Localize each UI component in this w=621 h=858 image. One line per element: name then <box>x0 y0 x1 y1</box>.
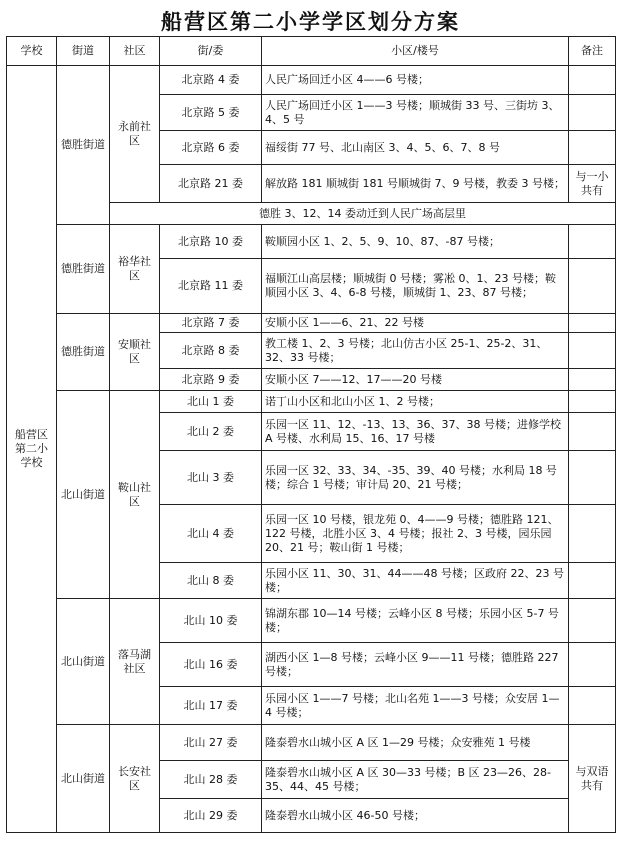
document-title: 船营区第二小学学区划分方案 <box>161 9 460 34</box>
committee-cell: 北京路 21 委 <box>160 165 262 203</box>
community-cell: 永前社区 <box>110 66 160 203</box>
table-row <box>7 314 616 333</box>
note-cell <box>569 225 616 259</box>
area-cell: 诺丁山小区和北山小区 1、2 号楼； <box>262 391 569 413</box>
community-cell: 长安社区 <box>110 725 160 833</box>
street-cell: 北山街道 <box>57 391 110 599</box>
committee-cell: 北京路 9 委 <box>160 369 262 391</box>
committee-cell: 北山 1 委 <box>160 391 262 413</box>
header-row <box>7 37 616 66</box>
street-cell: 德胜街道 <box>57 225 110 314</box>
community-cell: 落马湖社区 <box>110 599 160 725</box>
table-row <box>7 66 616 95</box>
area-cell: 隆泰碧水山城小区 46-50 号楼； <box>262 799 569 833</box>
street-cell: 德胜街道 <box>57 314 110 391</box>
area-cell: 鞍顺园小区 1、2、5、9、10、87、-87 号楼； <box>262 225 569 259</box>
area-cell: 人民广场回迁小区 1——3 号楼；顺城街 33 号、三街坊 3、4、5 号 <box>262 95 569 131</box>
table-row <box>7 725 616 761</box>
note-cell <box>569 599 616 643</box>
committee-cell: 北京路 5 委 <box>160 95 262 131</box>
header-note: 备注 <box>569 37 616 66</box>
note-cell <box>569 66 616 95</box>
header-school: 学校 <box>7 37 57 66</box>
note-cell <box>569 451 616 505</box>
note-cell <box>569 314 616 333</box>
area-cell: 人民广场回迁小区 4——6 号楼； <box>262 66 569 95</box>
area-cell: 乐园一区 11、12、-13、13、36、37、38 号楼；进修学校 A 号楼、水利局 15、16、17 号楼 <box>262 413 569 451</box>
committee-cell: 北山 17 委 <box>160 687 262 725</box>
street-cell: 北山街道 <box>57 599 110 725</box>
committee-cell: 北山 28 委 <box>160 761 262 799</box>
header-area: 小区/楼号 <box>262 37 569 66</box>
area-cell: 解放路 181 顺城街 181 号顺城街 7、9 号楼，教委 3 号楼； <box>262 165 569 203</box>
header-street: 街道 <box>57 37 110 66</box>
note-cell <box>569 259 616 314</box>
note-cell <box>569 687 616 725</box>
note-cell <box>569 563 616 599</box>
area-cell: 湖西小区 1—8 号楼；云峰小区 9——11 号楼；德胜路 227 号楼； <box>262 643 569 687</box>
area-cell: 乐园小区 1——7 号楼；北山名苑 1——3 号楼；众安居 1—4 号楼； <box>262 687 569 725</box>
area-cell: 隆泰碧水山城小区 A 区 30—33 号楼；B 区 23—26、28-35、44、45 号楼； <box>262 761 569 799</box>
relocation-note: 德胜 3、12、14 委动迁到人民广场高层里 <box>110 203 616 225</box>
note-cell: 与一小共有 <box>569 165 616 203</box>
note-cell <box>569 505 616 563</box>
street-cell: 北山街道 <box>57 725 110 833</box>
area-cell: 教工楼 1、2、3 号楼；北山仿古小区 25-1、25-2、31、32、33 号楼； <box>262 333 569 369</box>
committee-cell: 北山 8 委 <box>160 563 262 599</box>
table-row <box>7 391 616 413</box>
area-cell: 安顺小区 7——12、17——20 号楼 <box>262 369 569 391</box>
header-community: 社区 <box>110 37 160 66</box>
table-row <box>7 225 616 259</box>
note-cell <box>569 333 616 369</box>
note-cell <box>569 131 616 165</box>
area-cell: 福绥街 77 号、北山南区 3、4、5、6、7、8 号 <box>262 131 569 165</box>
area-cell: 乐园一区 32、33、34、-35、39、40 号楼；水利局 18 号楼；综合 1 号楼；审计局 20、21 号楼； <box>262 451 569 505</box>
district-table <box>6 36 616 833</box>
header-committee: 街/委 <box>160 37 262 66</box>
community-cell: 裕华社区 <box>110 225 160 314</box>
committee-cell: 北山 2 委 <box>160 413 262 451</box>
area-cell: 锦湖东郡 10—14 号楼；云峰小区 8 号楼；乐园小区 5-7 号楼； <box>262 599 569 643</box>
area-cell: 乐园小区 11、30、31、44——48 号楼；区政府 22、23 号楼； <box>262 563 569 599</box>
committee-cell: 北山 3 委 <box>160 451 262 505</box>
school-cell: 船营区第二小学校 <box>7 66 57 833</box>
committee-cell: 北京路 6 委 <box>160 131 262 165</box>
committee-cell: 北山 27 委 <box>160 725 262 761</box>
note-cell <box>569 643 616 687</box>
committee-cell: 北京路 4 委 <box>160 66 262 95</box>
area-cell: 福顺江山高层楼；顺城街 0 号楼；雾凇 0、1、23 号楼；鞍顺园小区 3、4、6-8 号楼，顺城街 1、23、87 号楼； <box>262 259 569 314</box>
street-cell: 德胜街道 <box>57 66 110 225</box>
community-cell: 鞍山社区 <box>110 391 160 599</box>
community-cell: 安顺社区 <box>110 314 160 391</box>
note-cell <box>569 369 616 391</box>
note-cell <box>569 95 616 131</box>
shared-note-cell: 与双语共有 <box>569 725 616 833</box>
note-cell <box>569 413 616 451</box>
committee-cell: 北山 10 委 <box>160 599 262 643</box>
committee-cell: 北京路 10 委 <box>160 225 262 259</box>
committee-cell: 北山 16 委 <box>160 643 262 687</box>
area-cell: 安顺小区 1——6、21、22 号楼 <box>262 314 569 333</box>
committee-cell: 北山 29 委 <box>160 799 262 833</box>
committee-cell: 北京路 8 委 <box>160 333 262 369</box>
area-cell: 乐园一区 10 号楼，银龙苑 0、4——9 号楼；德胜路 121、122 号楼，北胜小区 3、4 号楼；报社 2、3 号楼，园乐园 20、21 号；鞍山街 1 号楼； <box>262 505 569 563</box>
area-cell: 隆泰碧水山城小区 A 区 1—29 号楼；众安雅苑 1 号楼 <box>262 725 569 761</box>
note-cell <box>569 391 616 413</box>
table-row <box>7 599 616 643</box>
committee-cell: 北京路 7 委 <box>160 314 262 333</box>
committee-cell: 北山 4 委 <box>160 505 262 563</box>
committee-cell: 北京路 11 委 <box>160 259 262 314</box>
